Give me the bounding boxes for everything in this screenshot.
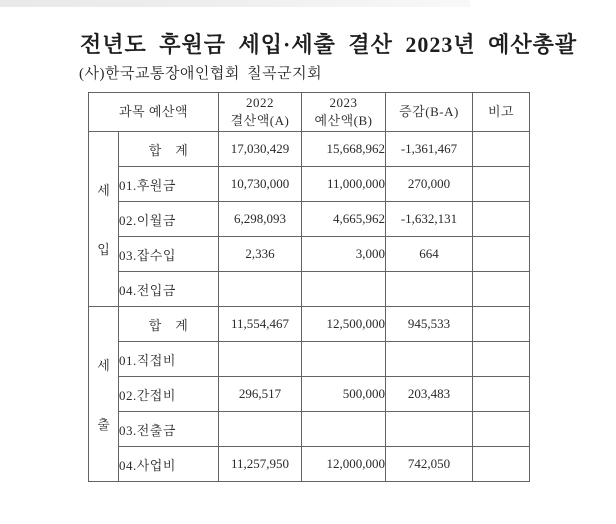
- cell-item: 합 계: [119, 132, 219, 167]
- cell-item: 02.간접비: [119, 377, 219, 412]
- cell-2022-amount: 2,336: [219, 237, 302, 272]
- budget-table: [88, 92, 530, 482]
- header-diff: 증감(B-A): [386, 93, 473, 132]
- table-row: [89, 237, 530, 272]
- table-row-revenue-total: [89, 132, 530, 167]
- organization-name: (사)한국교통장애인협회 칠곡군지회: [79, 66, 323, 82]
- cell-2023-amount: [302, 272, 386, 307]
- cell-diff-amount: -1,361,467: [386, 132, 473, 167]
- cell-diff-amount: -1,632,131: [386, 202, 473, 237]
- cell-2022-amount: 11,257,950: [219, 447, 302, 482]
- section-label-expenditure-chars: 세 출: [97, 357, 110, 433]
- cell-item: 04.사업비: [119, 447, 219, 482]
- cell-2022-amount: [219, 342, 302, 377]
- cell-note: [473, 447, 530, 482]
- cell-2023-amount: [302, 342, 386, 377]
- header-2022-year: 2022: [246, 95, 274, 111]
- cell-2023-amount: 12,000,000: [302, 447, 386, 482]
- cell-diff-amount: [386, 412, 473, 447]
- cell-2023-amount: 15,668,962: [302, 132, 386, 167]
- cell-diff-amount: 270,000: [386, 167, 473, 202]
- section-label-revenue-chars: 세 입: [97, 182, 110, 258]
- cell-2022-amount: [219, 412, 302, 447]
- table-row: [89, 412, 530, 447]
- cell-note: [473, 272, 530, 307]
- cell-note: [473, 412, 530, 447]
- cell-2022-amount: 6,298,093: [219, 202, 302, 237]
- cell-diff-amount: 742,050: [386, 447, 473, 482]
- cell-2022-amount: 17,030,429: [219, 132, 302, 167]
- cell-diff-amount: 945,533: [386, 307, 473, 342]
- cell-note: [473, 342, 530, 377]
- section-label-revenue: [89, 132, 119, 307]
- header-row: [89, 93, 530, 132]
- cell-2022-amount: 10,730,000: [219, 167, 302, 202]
- cell-2023-amount: 500,000: [302, 377, 386, 412]
- cell-item: 02.이월금: [119, 202, 219, 237]
- cell-item: 합 계: [119, 307, 219, 342]
- cell-diff-amount: 203,483: [386, 377, 473, 412]
- cell-item: 03.잡수입: [119, 237, 219, 272]
- cell-note: [473, 202, 530, 237]
- cell-item: 01.직접비: [119, 342, 219, 377]
- cell-note: [473, 377, 530, 412]
- cell-item: 01.후원금: [119, 167, 219, 202]
- cell-2023-amount: 4,665,962: [302, 202, 386, 237]
- cell-note: [473, 132, 530, 167]
- cell-item: 04.전입금: [119, 272, 219, 307]
- table-row-expenditure-total: [89, 307, 530, 342]
- table-row: [89, 167, 530, 202]
- cell-diff-amount: 664: [386, 237, 473, 272]
- table-row: [89, 342, 530, 377]
- header-2023-year: 2023: [329, 95, 358, 111]
- cell-2023-amount: 11,000,000: [302, 167, 386, 202]
- table-row: [89, 202, 530, 237]
- cell-diff-amount: [386, 272, 473, 307]
- cell-2022-amount: [219, 272, 302, 307]
- header-2023-budget: [302, 93, 386, 132]
- cell-2023-amount: 3,000: [302, 237, 386, 272]
- header-2022-settlement: [219, 93, 302, 132]
- table-row: [89, 447, 530, 482]
- cell-note: [473, 167, 530, 202]
- cell-note: [473, 237, 530, 272]
- scan-artifact: [0, 0, 470, 7]
- header-note: 비고: [473, 93, 530, 132]
- cell-2023-amount: [302, 412, 386, 447]
- header-2023-label: 예산액(B): [314, 113, 373, 128]
- cell-diff-amount: [386, 342, 473, 377]
- header-subject: 과목 예산액: [89, 93, 219, 132]
- section-label-expenditure: [89, 307, 119, 482]
- cell-item: 03.전출금: [119, 412, 219, 447]
- cell-2022-amount: 11,554,467: [219, 307, 302, 342]
- header-2022-label: 결산액(A): [230, 113, 290, 128]
- cell-2022-amount: 296,517: [219, 377, 302, 412]
- table-row: [89, 377, 530, 412]
- cell-note: [473, 307, 530, 342]
- cell-2023-amount: 12,500,000: [302, 307, 386, 342]
- page-title: 전년도 후원금 세입·세출 결산 2023년 예산총괄: [80, 32, 578, 57]
- table-row: [89, 272, 530, 307]
